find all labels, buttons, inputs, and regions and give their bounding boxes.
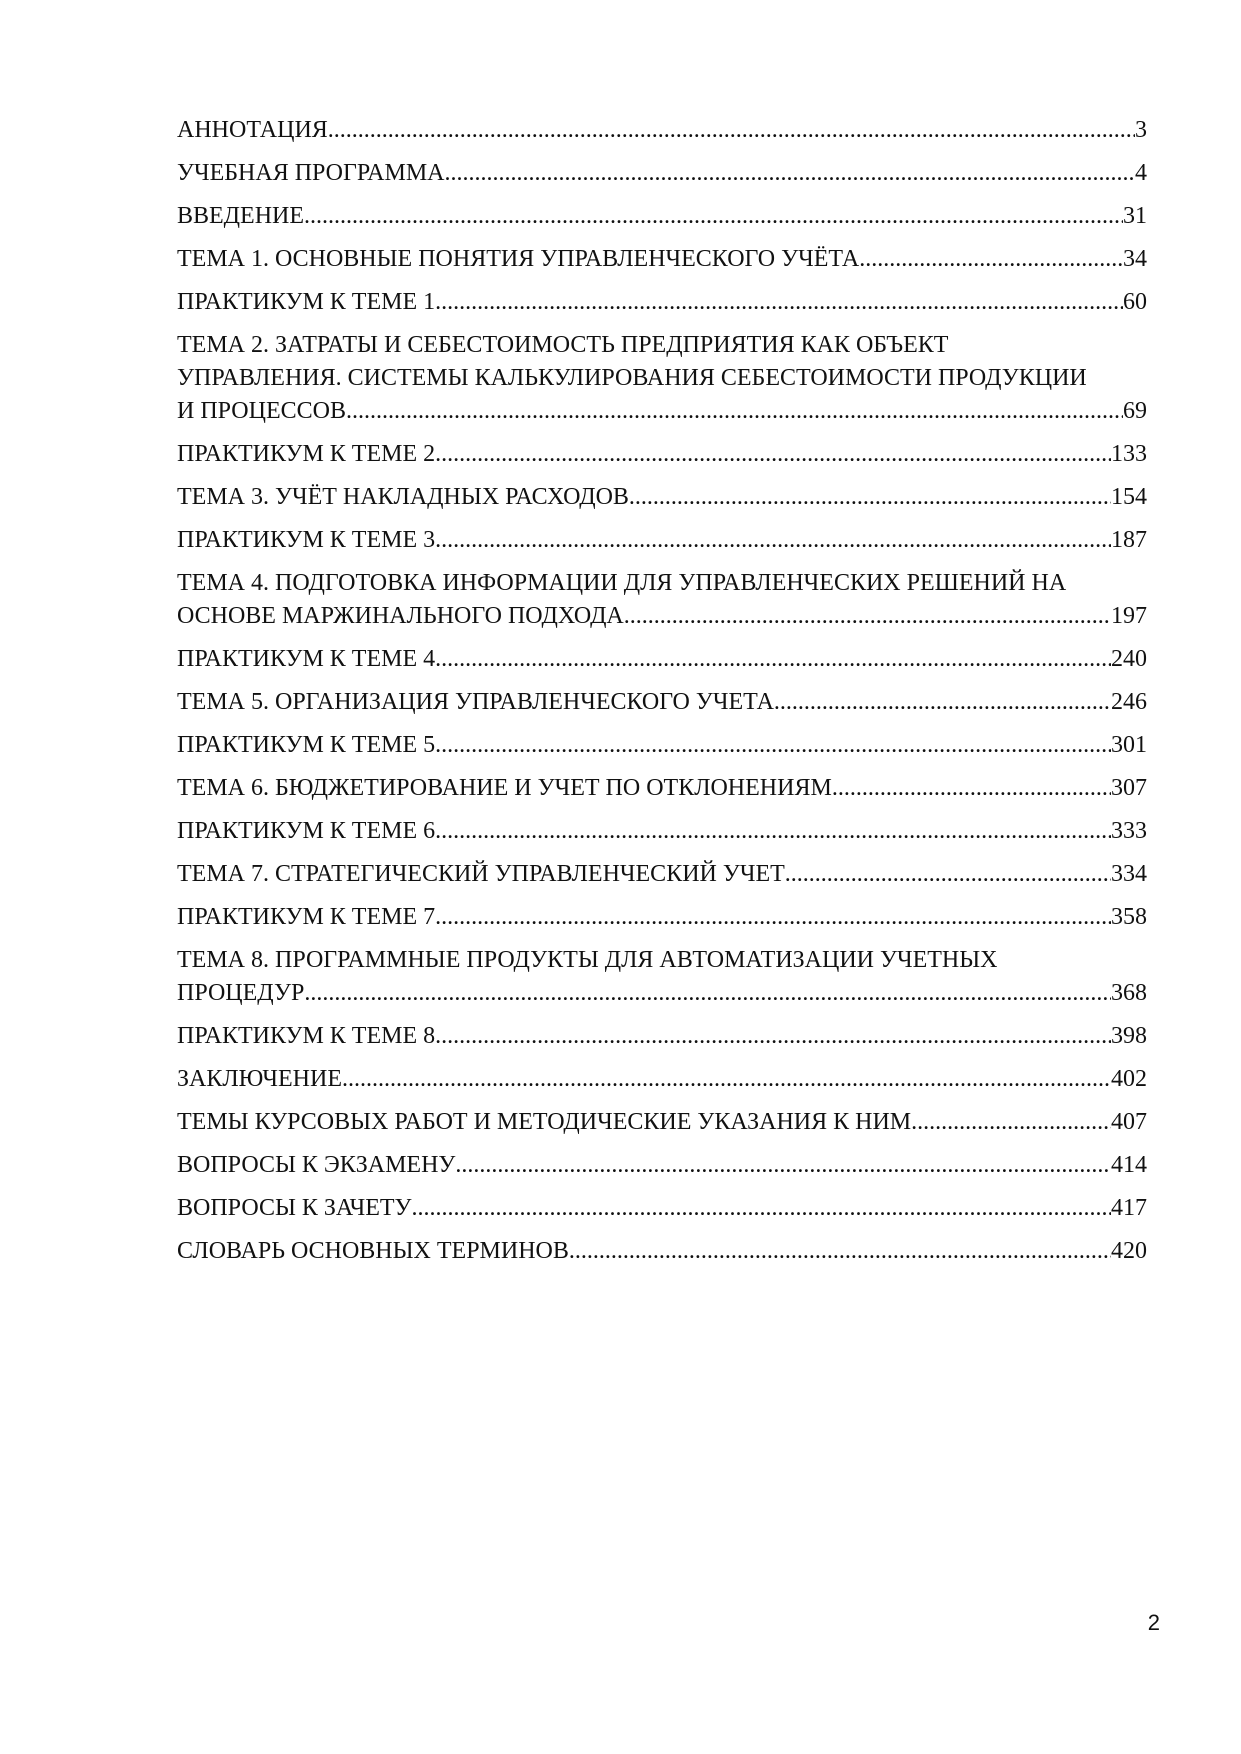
toc-entry-page-number: 154	[1111, 484, 1147, 510]
dot-leader	[859, 243, 1123, 276]
toc-entry-title-line: ТЕМА 8. ПРОГРАММНЫЕ ПРОДУКТЫ ДЛЯ АВТОМАТИЗАЦИИ УЧЕТНЫХ	[177, 947, 998, 973]
dot-leader	[455, 1149, 1111, 1182]
toc-entry-page-number: 307	[1111, 775, 1147, 801]
toc-entry-page-number: 334	[1111, 861, 1147, 887]
toc-entry[interactable]	[177, 286, 1147, 319]
dot-leader	[832, 772, 1111, 805]
toc-entry-title: ТЕМЫ КУРСОВЫХ РАБОТ И МЕТОДИЧЕСКИЕ УКАЗАНИЯ К НИМ	[177, 1109, 912, 1135]
toc-entry-title: ТЕМА 7. СТРАТЕГИЧЕСКИЙ УПРАВЛЕНЧЕСКИЙ УЧЕТ	[177, 861, 785, 887]
toc-entry[interactable]	[177, 567, 1147, 633]
dot-leader	[624, 600, 1111, 633]
toc-entry[interactable]	[177, 643, 1147, 676]
toc-entry-line	[177, 858, 1147, 891]
dot-leader	[569, 1235, 1111, 1268]
toc-entry-title: ПРАКТИКУМ К ТЕМЕ 6	[177, 818, 436, 844]
dot-leader	[435, 438, 1111, 471]
table-of-contents	[177, 114, 1147, 1278]
toc-entry-title: СЛОВАРЬ ОСНОВНЫХ ТЕРМИНОВ	[177, 1238, 569, 1264]
toc-entry-page-number: 240	[1111, 646, 1147, 672]
toc-entry-title: ПРАКТИКУМ К ТЕМЕ 7	[177, 904, 436, 930]
toc-entry-line	[177, 114, 1147, 147]
toc-entry-title: ПРАКТИКУМ К ТЕМЕ 3	[177, 527, 436, 553]
toc-entry-line	[177, 901, 1147, 934]
toc-entry[interactable]	[177, 901, 1147, 934]
toc-entry-line	[177, 977, 1147, 1010]
toc-entry-page-number: 417	[1111, 1195, 1147, 1221]
toc-entry-line	[177, 286, 1147, 319]
toc-entry-line	[177, 729, 1147, 762]
dot-leader	[911, 1106, 1111, 1139]
toc-entry[interactable]	[177, 114, 1147, 147]
toc-entry-page-number: 414	[1111, 1152, 1147, 1178]
toc-entry-title: ПРОЦЕДУР	[177, 980, 305, 1006]
toc-entry-page-number: 133	[1111, 441, 1147, 467]
toc-entry[interactable]	[177, 858, 1147, 891]
toc-entry-page-number: 34	[1123, 246, 1147, 272]
toc-entry[interactable]	[177, 481, 1147, 514]
toc-entry-line	[177, 1106, 1147, 1139]
toc-entry-line	[177, 243, 1147, 276]
toc-entry[interactable]	[177, 944, 1147, 1010]
dot-leader	[445, 157, 1135, 190]
toc-entry-title: ПРАКТИКУМ К ТЕМЕ 1	[177, 289, 436, 315]
dot-leader	[342, 1063, 1111, 1096]
toc-entry-title: ОСНОВЕ МАРЖИНАЛЬНОГО ПОДХОДА	[177, 603, 624, 629]
toc-entry-line	[177, 772, 1147, 805]
toc-entry-title: ЗАКЛЮЧЕНИЕ	[177, 1066, 342, 1092]
toc-entry-title-line: УПРАВЛЕНИЯ. СИСТЕМЫ КАЛЬКУЛИРОВАНИЯ СЕБЕСТОИМОСТИ ПРОДУКЦИИ	[177, 365, 1087, 391]
dot-leader	[774, 686, 1111, 719]
toc-entry-title-line: ТЕМА 2. ЗАТРАТЫ И СЕБЕСТОИМОСТЬ ПРЕДПРИЯТИЯ КАК ОБЪЕКТ	[177, 332, 949, 358]
toc-entry-page-number: 4	[1135, 160, 1147, 186]
toc-entry[interactable]	[177, 1149, 1147, 1182]
toc-entry-title: УЧЕБНАЯ ПРОГРАММА	[177, 160, 445, 186]
dot-leader	[435, 286, 1123, 319]
toc-entry[interactable]	[177, 200, 1147, 233]
toc-entry[interactable]	[177, 772, 1147, 805]
toc-entry-page-number: 246	[1111, 689, 1147, 715]
toc-entry-line	[177, 395, 1147, 428]
toc-entry[interactable]	[177, 1063, 1147, 1096]
toc-entry-title: ПРАКТИКУМ К ТЕМЕ 2	[177, 441, 436, 467]
toc-entry-page-number: 301	[1111, 732, 1147, 758]
toc-entry-page-number: 69	[1123, 398, 1147, 424]
toc-entry-page-number: 368	[1111, 980, 1147, 1006]
toc-entry-line	[177, 643, 1147, 676]
toc-entry-page-number: 407	[1111, 1109, 1147, 1135]
toc-entry-title: ТЕМА 3. УЧЁТ НАКЛАДНЫХ РАСХОДОВ	[177, 484, 629, 510]
toc-entry-page-number: 420	[1111, 1238, 1147, 1264]
dot-leader	[304, 200, 1123, 233]
toc-entry-title: ПРАКТИКУМ К ТЕМЕ 4	[177, 646, 436, 672]
toc-entry[interactable]	[177, 438, 1147, 471]
toc-entry-line	[177, 1235, 1147, 1268]
dot-leader	[629, 481, 1111, 514]
toc-entry-line	[177, 1020, 1147, 1053]
toc-entry-page-number: 333	[1111, 818, 1147, 844]
toc-entry-line	[177, 600, 1147, 633]
toc-entry[interactable]	[177, 729, 1147, 762]
toc-entry-page-number: 197	[1111, 603, 1147, 629]
toc-entry[interactable]	[177, 1192, 1147, 1225]
toc-entry-line	[177, 524, 1147, 557]
dot-leader	[435, 815, 1111, 848]
toc-entry-line	[177, 200, 1147, 233]
toc-entry-line	[177, 815, 1147, 848]
toc-entry[interactable]	[177, 815, 1147, 848]
dot-leader	[435, 643, 1111, 676]
toc-entry-page-number: 187	[1111, 527, 1147, 553]
toc-entry-title: АННОТАЦИЯ	[177, 117, 328, 143]
toc-entry-title: И ПРОЦЕССОВ	[177, 398, 346, 424]
toc-entry-title-line: ТЕМА 4. ПОДГОТОВКА ИНФОРМАЦИИ ДЛЯ УПРАВЛЕНЧЕСКИХ РЕШЕНИЙ НА	[177, 570, 1067, 596]
toc-entry-page-number: 398	[1111, 1023, 1147, 1049]
toc-entry[interactable]	[177, 329, 1147, 428]
toc-entry-line	[177, 481, 1147, 514]
toc-entry-title: ВОПРОСЫ К ЭКЗАМЕНУ	[177, 1152, 456, 1178]
toc-entry[interactable]	[177, 1106, 1147, 1139]
dot-leader	[328, 114, 1135, 147]
dot-leader	[304, 977, 1111, 1010]
toc-entry-title: ТЕМА 1. ОСНОВНЫЕ ПОНЯТИЯ УПРАВЛЕНЧЕСКОГО УЧЁТА	[177, 246, 860, 272]
toc-entry-page-number: 31	[1123, 203, 1147, 229]
toc-entry-line	[177, 1192, 1147, 1225]
toc-entry-title: ПРАКТИКУМ К ТЕМЕ 8	[177, 1023, 436, 1049]
toc-entry-title: ПРАКТИКУМ К ТЕМЕ 5	[177, 732, 436, 758]
dot-leader	[435, 1020, 1111, 1053]
dot-leader	[435, 524, 1111, 557]
toc-entry-page-number: 60	[1123, 289, 1147, 315]
toc-entry[interactable]	[177, 1020, 1147, 1053]
toc-entry-line	[177, 157, 1147, 190]
toc-entry-line	[177, 1149, 1147, 1182]
toc-entry-line	[177, 686, 1147, 719]
toc-entry-title: ВОПРОСЫ К ЗАЧЕТУ	[177, 1195, 412, 1221]
dot-leader	[346, 395, 1123, 428]
dot-leader	[435, 729, 1111, 762]
toc-entry[interactable]	[177, 524, 1147, 557]
toc-entry-title: ВВЕДЕНИЕ	[177, 203, 305, 229]
toc-entry-title: ТЕМА 5. ОРГАНИЗАЦИЯ УПРАВЛЕНЧЕСКОГО УЧЕТА	[177, 689, 774, 715]
toc-entry[interactable]	[177, 157, 1147, 190]
dot-leader	[785, 858, 1111, 891]
toc-entry-page-number: 402	[1111, 1066, 1147, 1092]
toc-entry-line	[177, 1063, 1147, 1096]
toc-entry-page-number: 358	[1111, 904, 1147, 930]
toc-entry-title: ТЕМА 6. БЮДЖЕТИРОВАНИЕ И УЧЕТ ПО ОТКЛОНЕНИЯМ	[177, 775, 832, 801]
page-number: 2	[1147, 1610, 1160, 1635]
toc-entry-line	[177, 438, 1147, 471]
dot-leader	[435, 901, 1111, 934]
dot-leader	[412, 1192, 1111, 1225]
toc-entry-page-number: 3	[1135, 117, 1147, 143]
toc-entry[interactable]	[177, 1235, 1147, 1268]
toc-entry[interactable]	[177, 243, 1147, 276]
toc-entry[interactable]	[177, 686, 1147, 719]
